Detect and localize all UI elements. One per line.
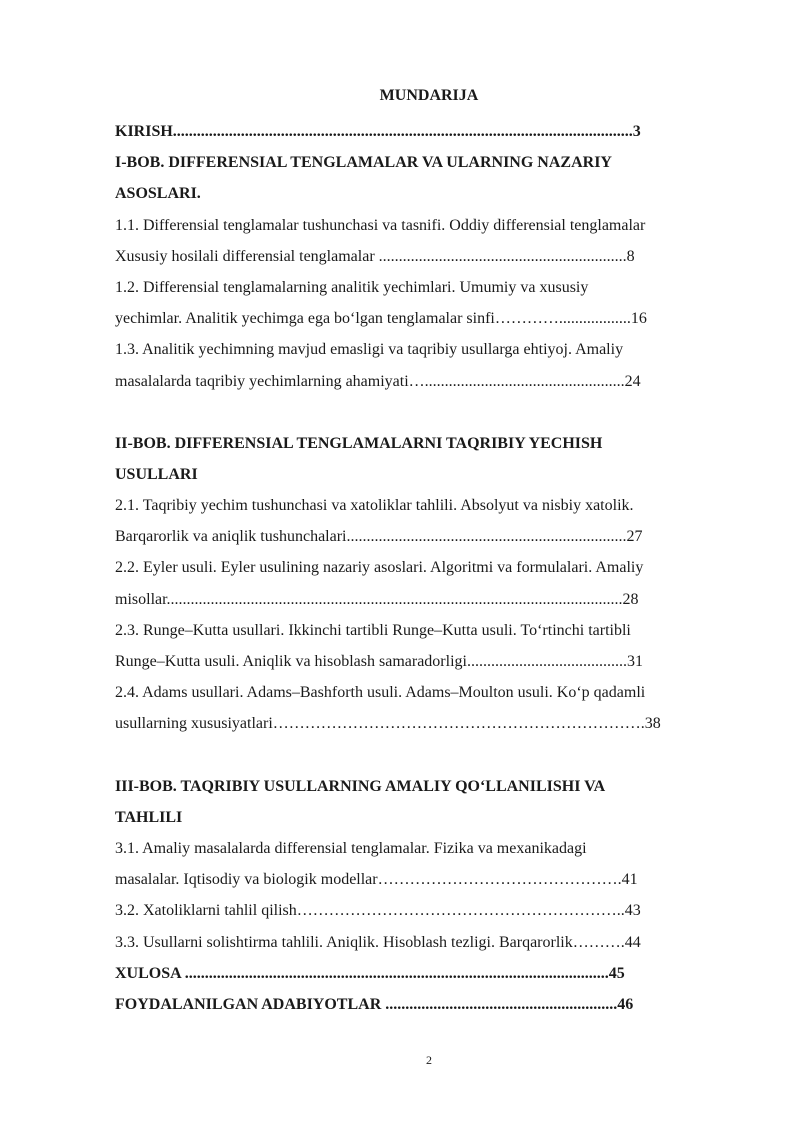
toc-entry-2-4: 2.4. Adams usullari. Adams–Bashforth usuli. Adams–Moulton usuli. Ko‘p qadamli — [115, 684, 646, 702]
chapter-1-heading-cont: ASOSLARI. — [115, 185, 201, 203]
chapter-2-heading: II-BOB. DIFFERENSIAL TENGLAMALARNI TAQRIBIY YECHISH — [115, 434, 603, 452]
toc-entry-2-1: 2.1. Taqribiy yechim tushunchasi va xatoliklar tahlili. Absolyut va nisbiy xatolik. — [115, 497, 634, 515]
toc-entry-xulosa: XULOSA ..........................................................................................................45 — [115, 964, 625, 982]
toc-entry-3-2: 3.2. Xatoliklarni tahlil qilish……………………………………………………..43 — [115, 902, 641, 920]
toc-entry-1-2: 1.2. Differensial tenglamalarning analitik yechimlari. Umumiy va xususiy — [115, 278, 589, 296]
toc-entry-1-1: 1.1. Differensial tenglamalar tushunchasi va tasnifi. Oddiy differensial tenglamalar — [115, 216, 646, 234]
chapter-1-heading: I-BOB. DIFFERENSIAL TENGLAMALAR VA ULARNING NAZARIY — [115, 154, 612, 172]
toc-entry-2-2: 2.2. Eyler usuli. Eyler usulining nazariy asoslari. Algoritmi va formulalari. Amaliy — [115, 559, 644, 577]
section-gap — [115, 740, 745, 771]
page-title: MUNDARIJA — [379, 87, 479, 104]
section-gap — [115, 397, 745, 428]
toc-entry-1-3-cont: masalalarda taqribiy yechimlarning ahamiyati…..................................................24 — [115, 372, 641, 390]
toc-entry-3-1-cont: masalalar. Iqtisodiy va biologik modellar……………………………………….41 — [115, 871, 638, 889]
chapter-2-heading-cont: USULLARI — [115, 465, 198, 483]
toc-entry-2-4-cont: usullarning xususiyatlari…………………………………………………………….38 — [115, 715, 661, 733]
toc-entry-2-1-cont: Barqarorlik va aniqlik tushunchalari......................................................................27 — [115, 528, 643, 546]
chapter-3-heading-cont: TAHLILI — [115, 808, 183, 826]
toc-entry-2-2-cont: misollar..................................................................................................................28 — [115, 590, 639, 608]
toc-entry-3-1: 3.1. Amaliy masalalarda differensial tenglamalar. Fizika va mexanikadagi — [115, 839, 587, 857]
page-number: 2 — [426, 1053, 432, 1067]
toc-entry-3-3: 3.3. Usullarni solishtirma tahlili. Aniqlik. Hisoblash tezligi. Barqarorlik……….44 — [115, 933, 641, 951]
toc-entry-kirish: KIRISH...................................................................................................................3 — [115, 123, 641, 140]
toc-entry-1-2-cont: yechimlar. Analitik yechimga ega bo‘lgan tenglamalar sinfi…………..................16 — [115, 310, 647, 328]
toc-entry-2-3: 2.3. Runge–Kutta usullari. Ikkinchi tartibli Runge–Kutta usuli. To‘rtinchi tartibli — [115, 621, 631, 639]
table-of-contents — [115, 116, 745, 1020]
toc-entry-1-1-cont: Xususiy hosilali differensial tenglamalar ..............................................................8 — [115, 247, 635, 265]
toc-entry-1-3: 1.3. Analitik yechimning mavjud emasligi va taqribiy usullarga ehtiyoj. Amaliy — [115, 341, 624, 359]
toc-entry-2-3-cont: Runge–Kutta usuli. Aniqlik va hisoblash samaradorligi........................................31 — [115, 653, 643, 670]
toc-entry-adabiyotlar: FOYDALANILGAN ADABIYOTLAR ..........................................................46 — [115, 995, 634, 1013]
chapter-3-heading: III-BOB. TAQRIBIY USULLARNING AMALIY QO‘LLANILISHI VA — [115, 777, 606, 795]
